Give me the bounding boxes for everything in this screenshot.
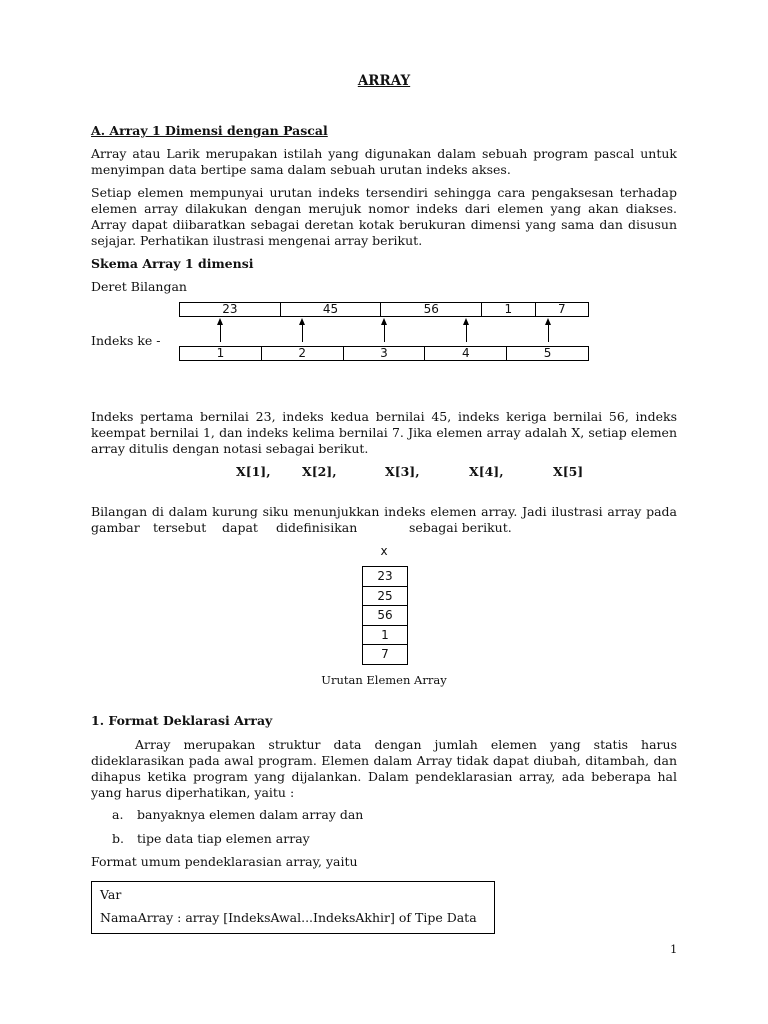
section-1-heading: 1. Format Deklarasi Array [91,713,273,728]
value-row-table [179,302,589,317]
array-cell: 7 [363,645,408,665]
schema-heading: Skema Array 1 dimensi [91,256,254,271]
array-cell: 25 [363,586,408,606]
array-caption: Urutan Elemen Array [321,673,447,687]
array-label: x [380,544,388,558]
array-cell: 1 [363,625,408,645]
para2-line4: sejajar. Perhatikan ilustrasi mengenai array berikut. [91,233,423,248]
para3-line2: keempat bernilai 1, dan indeks kelima bernilai 7. Jika elemen array adalah X, setiap elemen [91,425,677,440]
para4-word: sebagai berikut. [409,520,512,535]
para1-line2: menyimpan data bertipe sama dalam sebuah urutan indeks akses. [91,162,511,177]
section1-para-line1: Array merupakan struktur data dengan jumlah elemen yang statis harus [135,737,677,752]
index-cell: 5 [507,347,589,361]
value-cell: 56 [381,303,482,317]
notation-x2: X[2], [302,464,337,479]
notation-x5: X[5] [553,464,584,479]
index-cell: 3 [343,347,425,361]
code-line: Var [100,887,122,902]
para3-line3: array ditulis dengan notasi sebagai berikut. [91,441,369,456]
para4-word: gambar [91,520,140,535]
para3-line1: Indeks pertama bernilai 23, indeks kedua bernilai 45, indeks keriga bernilai 56, indeks [91,409,677,424]
para4-word: tersebut [153,520,207,535]
format-intro: Format umum pendeklarasian array, yaitu [91,854,358,869]
section1-para-line4: yang harus diperhatikan, yaitu : [91,785,295,800]
array-cell: 23 [363,567,408,587]
code-box [91,881,495,934]
page-number: 1 [670,942,678,956]
list-marker: b. [112,831,124,846]
notation-x1: X[1], [236,464,271,479]
notation-x4: X[4], [469,464,504,479]
vertical-array-table [362,566,408,665]
index-cell: 1 [180,347,262,361]
value-cell: 1 [482,303,535,317]
para4-word: dapat [222,520,258,535]
page-title: ARRAY [357,73,411,89]
list-item: tipe data tiap elemen array [137,831,310,846]
index-label: Indeks ke - [91,333,161,348]
para2-line3: Array dapat diibaratkan sebagai deretan kotak berukuran dimensi yang sama dan disusun [91,217,677,232]
array-cell: 56 [363,606,408,626]
section-a-heading: A. Array 1 Dimensi dengan Pascal [91,123,328,138]
section1-para-line3: dihapus ketika program yang dijalankan. Dalam pendeklarasian array, ada beberapa hal [91,769,677,784]
notation-x3: X[3], [385,464,420,479]
para1-line1: Array atau Larik merupakan istilah yang digunakan dalam sebuah program pascal untuk [91,146,677,161]
index-row [180,347,589,361]
value-row [180,303,589,317]
para4-word: didefinisikan [276,520,358,535]
para2-line2: elemen array dilakukan dengan merujuk nomor indeks dari elemen yang akan diakses. [91,201,677,216]
section1-para-line2: dideklarasikan pada awal program. Elemen dalam Array tidak dapat diubah, ditambah, dan [91,753,677,768]
list-item: banyaknya elemen dalam array dan [137,807,364,822]
deret-label: Deret Bilangan [91,279,187,294]
value-cell: 45 [280,303,381,317]
value-cell: 7 [535,303,588,317]
para4-line1: Bilangan di dalam kurung siku menunjukkan indeks elemen array. Jadi ilustrasi array pada [91,504,677,519]
list-marker: a. [112,807,124,822]
code-line: NamaArray : array [IndeksAwal...IndeksAkhir] of Tipe Data [100,910,477,925]
value-cell: 23 [180,303,281,317]
index-cell: 4 [425,347,507,361]
para2-line1: Setiap elemen mempunyai urutan indeks tersendiri sehingga cara pengaksesan terhadap [91,185,677,200]
index-row-table [179,346,589,361]
index-cell: 2 [261,347,343,361]
